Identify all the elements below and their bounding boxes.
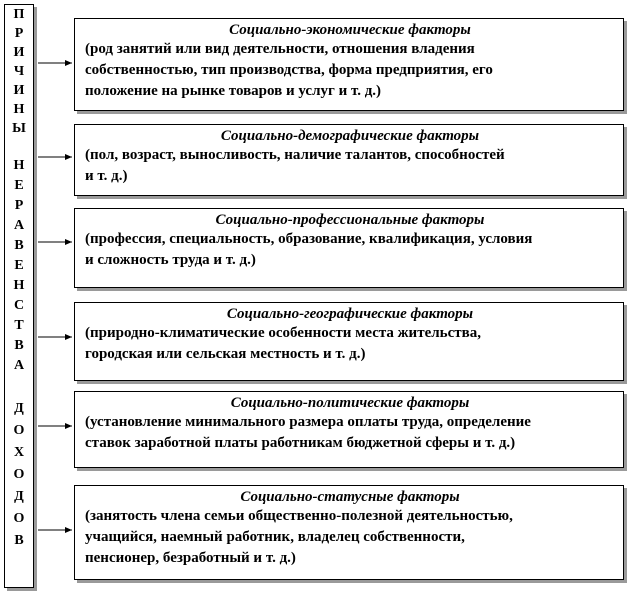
heading-letter: Д — [14, 401, 24, 416]
factor-desc-line: (природно-климатические особенности места жительства, — [85, 325, 481, 341]
factor-box-socioeconomic — [74, 18, 624, 111]
factor-desc-line: учащийся, наемный работник, владелец собственности, — [85, 529, 465, 545]
factor-desc-line: и сложность труда и т. д.) — [85, 252, 256, 268]
factor-desc-line: (род занятий или вид деятельности, отношения владения — [85, 41, 475, 57]
heading-letter: А — [13, 358, 25, 373]
heading-letter: Д — [14, 489, 24, 504]
factor-box-demographic — [74, 124, 624, 196]
heading-letter: А — [13, 218, 25, 233]
heading-letter: О — [13, 423, 25, 438]
factor-title: Социально-демографические факторы — [220, 128, 480, 144]
heading-letter: В — [14, 533, 24, 548]
factor-title: Социально-географические факторы — [226, 306, 474, 322]
heading-letter: Н — [13, 102, 25, 117]
heading-letter: В — [14, 238, 24, 253]
factor-title: Социально-статусные факторы — [240, 489, 460, 505]
heading-letter: И — [13, 83, 25, 98]
heading-letter: Т — [14, 318, 24, 333]
heading-letter: Е — [14, 258, 24, 273]
heading-letter: Р — [14, 198, 24, 213]
heading-letter: П — [13, 7, 25, 22]
heading-letter: С — [13, 298, 25, 313]
heading-letter: Р — [14, 26, 24, 41]
heading-letter: И — [13, 45, 25, 60]
heading-letter: В — [14, 338, 24, 353]
factor-title: Социально-политические факторы — [230, 395, 470, 411]
heading-letter: О — [13, 467, 25, 482]
heading-letter: Ы — [12, 121, 26, 136]
heading-letter: Х — [13, 445, 25, 460]
factor-desc-line: пенсионер, безработный и т. д.) — [85, 550, 296, 566]
factor-title: Социально-профессиональные факторы — [215, 212, 485, 228]
factor-box-political — [74, 391, 624, 468]
factor-desc-line: (занятость члена семьи общественно-полезной деятельностью, — [85, 508, 513, 524]
factor-box-status — [74, 485, 624, 580]
factor-desc-line: ставок заработной платы работникам бюджетной сферы и т. д.) — [85, 435, 516, 451]
factor-box-professional — [74, 208, 624, 288]
heading-letter: О — [13, 511, 25, 526]
factor-desc-line: (установление минимального размера оплаты труда, определение — [85, 414, 531, 430]
factor-desc-line: (профессия, специальность, образование, квалификация, условия — [85, 231, 533, 247]
factor-title: Социально-экономические факторы — [229, 22, 471, 38]
factor-box-geographic — [74, 302, 624, 381]
factor-desc-line: городская или сельская местность и т. д.) — [85, 346, 366, 362]
heading-letter: Н — [13, 158, 25, 173]
factor-desc-line: (пол, возраст, выносливость, наличие талантов, способностей — [85, 147, 505, 163]
factor-desc-line: и т. д.) — [85, 168, 128, 184]
factor-desc-line: собственностью, тип производства, форма предприятия, его — [85, 62, 493, 78]
heading-letter: Е — [14, 178, 24, 193]
factor-desc-line: положение на рынке товаров и услуг и т. д.) — [85, 83, 382, 99]
heading-letter: Ч — [13, 64, 25, 79]
heading-letter: Н — [13, 278, 25, 293]
